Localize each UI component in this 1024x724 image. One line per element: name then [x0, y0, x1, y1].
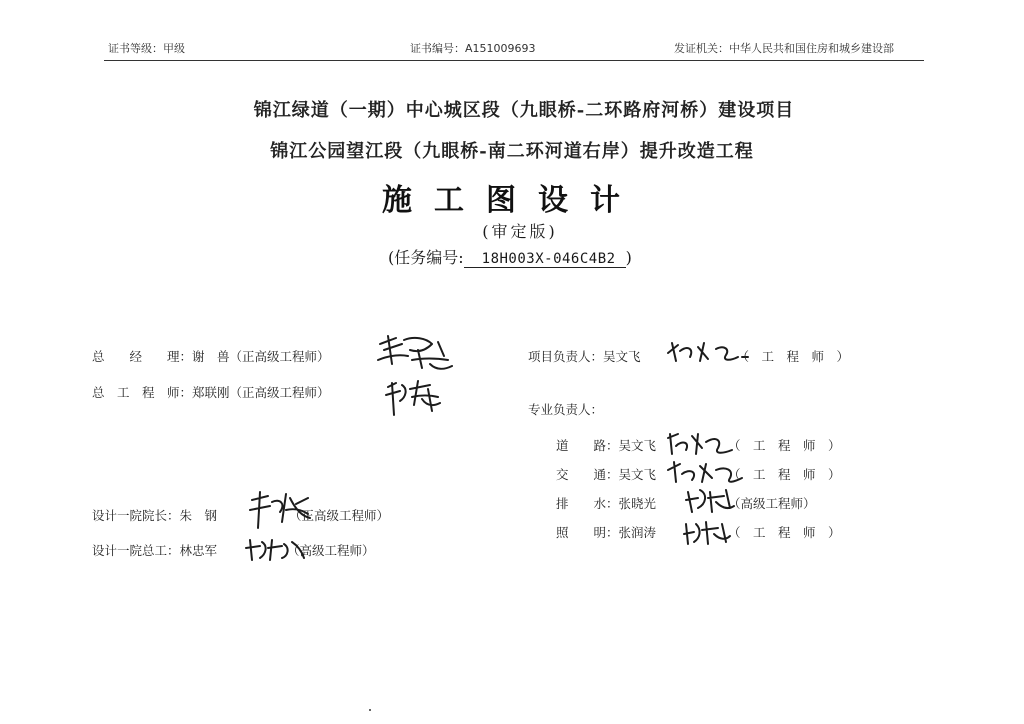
signer-name: 朱 钢 — [179, 508, 218, 523]
signer-name: 张润涛 — [618, 525, 657, 540]
signer-name: 谢 兽 — [192, 349, 230, 364]
signer-title: （正高级工程师） — [229, 349, 330, 364]
signature-institute-director — [246, 488, 316, 532]
signer-title: （正高级工程师） — [229, 385, 330, 400]
signature-project-lead — [664, 337, 764, 365]
discipline-label: 排 水： — [556, 496, 619, 511]
cert-number: 证书编号：A151009693 — [410, 42, 536, 55]
signature-general-manager — [374, 330, 460, 374]
signature-chief-engineer — [382, 375, 448, 421]
signer-title: （高级工程师） — [728, 496, 816, 511]
signer-name: 林忠军 — [179, 543, 218, 558]
signer-title: （ 工 程 师 ） — [728, 467, 841, 482]
scan-speck — [369, 709, 371, 711]
signature-institute-chief-engineer — [244, 534, 310, 564]
signature-road — [662, 428, 740, 458]
discipline-label: 照 明： — [556, 525, 619, 540]
institute-director-row — [92, 506, 389, 524]
signer-title: （ 工 程 师 ） — [728, 525, 841, 540]
signer-title: （高级工程师） — [287, 543, 375, 558]
cert-grade: 证书等级：甲级 — [108, 42, 185, 55]
issuing-authority: 发证机关：中华人民共和国住房和城乡建设部 — [674, 42, 894, 55]
signer-role: 设计一院院长： — [92, 508, 180, 523]
signer-role: 项目负责人： — [528, 349, 604, 364]
signature-traffic — [664, 458, 746, 486]
header-divider — [104, 60, 924, 61]
signer-role: 总 工 程 师： — [92, 385, 193, 400]
signer-role: 总 经 理： — [92, 349, 193, 364]
task-number-code: 18H003X-046C4B2 — [464, 251, 626, 268]
project-title-line-1: 锦江绿道（一期）中心城区段（九眼桥-二环路府河桥）建设项目 — [253, 100, 795, 121]
signer-title: （正高级工程师） — [289, 508, 390, 523]
discipline-label: 交 通： — [556, 467, 619, 482]
signer-title: （ 工 程 师 ） — [736, 349, 850, 364]
document-type-title: 施工图设计 — [382, 183, 642, 218]
specialty-lead-label: 专业负责人： — [528, 402, 604, 417]
project-title-line-2: 锦江公园望江段（九眼桥-南二环河道右岸）提升改造工程 — [270, 141, 754, 162]
signer-title: （ 工 程 师 ） — [728, 438, 841, 453]
signer-name: 郑联刚 — [192, 385, 230, 400]
edition-label: (审定版) — [482, 222, 558, 241]
signer-name: 吴文飞 — [618, 438, 657, 453]
signature-drainage — [682, 484, 740, 516]
signer-name: 吴文飞 — [618, 467, 657, 482]
signer-name: 吴文飞 — [603, 349, 641, 364]
institute-chief-engineer-row — [92, 541, 375, 559]
discipline-label: 道 路： — [556, 438, 619, 453]
chief-engineer-row — [92, 383, 330, 401]
task-number-label: (任务编号: — [388, 248, 464, 267]
signature-lighting — [680, 516, 736, 548]
signer-role: 设计一院总工： — [92, 543, 180, 558]
task-number — [388, 245, 632, 268]
general-manager-row — [92, 347, 330, 365]
task-number-close: ) — [625, 248, 632, 267]
signer-name: 张晓光 — [618, 496, 657, 511]
